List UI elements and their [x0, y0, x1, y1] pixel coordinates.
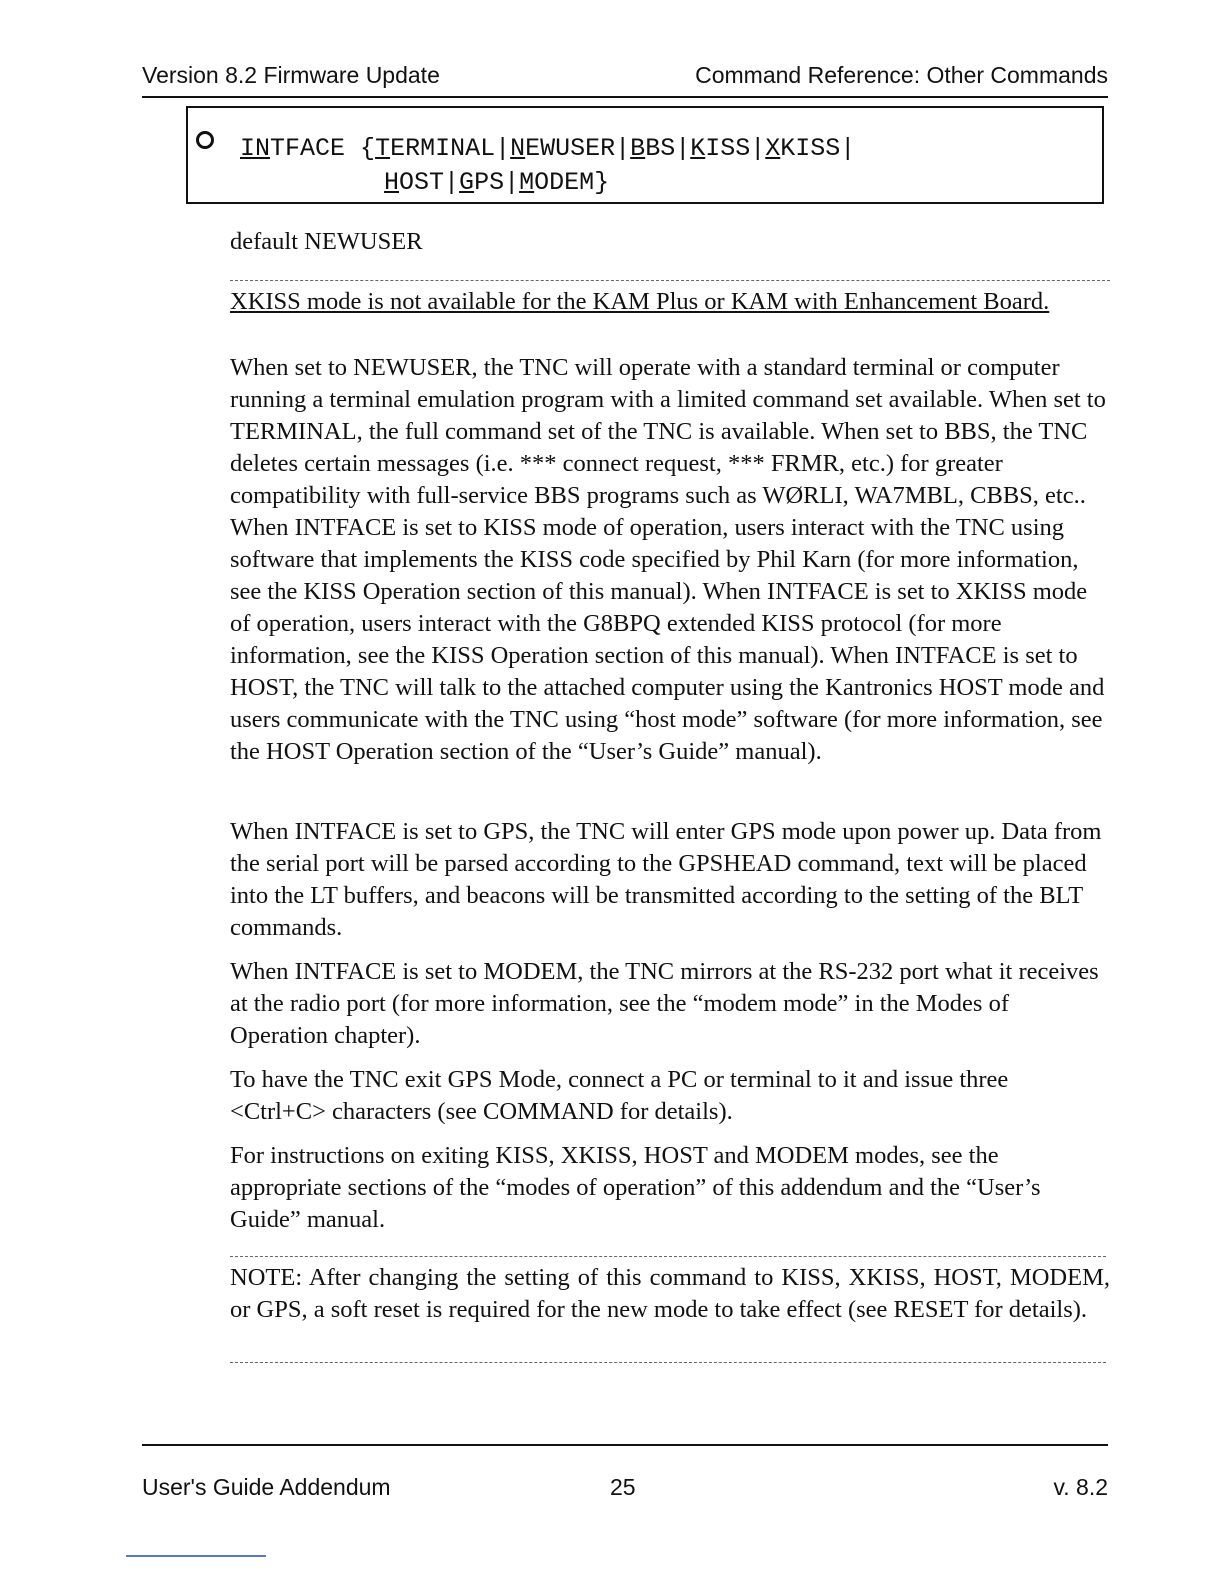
option-modem-shortcut: M — [519, 168, 535, 197]
option-xkiss-shortcut: X — [765, 134, 781, 163]
bullet-circle-icon — [196, 131, 214, 149]
separator: | — [495, 134, 511, 163]
default-value: default NEWUSER — [230, 228, 423, 255]
page-number: 25 — [610, 1474, 636, 1500]
separator: | — [615, 134, 631, 163]
paragraph-exit-gps: To have the TNC exit GPS Mode, connect a PC or terminal to it and issue three <Ctrl+C> characters (see COMMAND for details). — [230, 1066, 1009, 1125]
option-newuser-shortcut: N — [510, 134, 526, 163]
option-host-shortcut: H — [384, 168, 400, 197]
paragraph-modem-mode: When INTFACE is set to MODEM, the TNC mirrors at the RS-232 port what it receives at the radio port (for more information, see the “modem mode” in the Modes of Operation chapter). — [230, 958, 1099, 1049]
paragraph-gps-mode: When INTFACE is set to GPS, the TNC will enter GPS mode upon power up. Data from the serial port will be parsed according to the GPSHEAD command, text will be placed into the LT buffers, and beacons will be transmitted according to the setting of the BLT commands. — [230, 818, 1102, 941]
option-bbs-shortcut: B — [630, 134, 646, 163]
option-newuser-rest: EWUSER — [525, 134, 616, 163]
option-gps-shortcut: G — [459, 168, 475, 197]
option-terminal-shortcut: T — [375, 134, 391, 163]
paragraph-modes-overview: When set to NEWUSER, the TNC will operate with a standard terminal or computer running a terminal emulation program with a limited command set available. When set to TERMINAL, the full command set of the TNC is available. When set to BBS, the TNC deletes certain messages (i.e. *** connect request, *** FRMR, etc.) for greater compatibility with full-service BBS programs such as WØRLI, WA7MBL, CBBS, etc.. When INTFACE is set to KISS mode of operation, users interact with the TNC using software that implements the KISS code specified by Phil Karn (for more information, see the KISS Operation section of this manual). When INTFACE is set to XKISS mode of operation, users interact with the G8BPQ extended KISS protocol (for more information, see the KISS Operation section of this manual). When INTFACE is set to HOST, the TNC will talk to the attached computer using the Kantronics HOST mode and users communicate with the TNC using “host mode” software (for more information, see the HOST Operation section of the “User’s Guide” manual). — [230, 354, 1106, 765]
open-brace: { — [360, 134, 376, 163]
scan-edge-mark — [126, 1555, 266, 1557]
command-syntax-box — [186, 106, 1104, 204]
page-header — [142, 60, 1108, 98]
option-kiss-shortcut: K — [690, 134, 706, 163]
paragraph-exit-other-modes: For instructions on exiting KISS, XKISS, HOST and MODEM modes, see the appropriate sections of the “modes of operation” of this addendum and the “User’s Guide” manual. — [230, 1142, 1041, 1233]
command-syntax-line-1 — [240, 134, 855, 163]
option-xkiss-rest: KISS — [780, 134, 841, 163]
header-title-right: Command Reference: Other Commands — [695, 62, 1108, 88]
cmd-name-shortcut: IN — [240, 134, 271, 163]
footer-version: v. 8.2 — [1053, 1474, 1108, 1500]
separator: | — [444, 168, 460, 197]
reset-note: NOTE: After changing the setting of this command to KISS, XKISS, HOST, MODEM, or GPS, a soft reset is required for the new mode to take effect (see RESET for details). — [230, 1264, 1110, 1323]
separator: | — [840, 134, 856, 163]
close-brace: } — [594, 168, 610, 197]
availability-note-text: XKISS mode is not available for the KAM Plus or KAM with Enhancement Board. — [230, 288, 1050, 315]
option-host-rest: OST — [399, 168, 445, 197]
option-terminal-rest: ERMINAL — [390, 134, 496, 163]
header-title-left: Version 8.2 Firmware Update — [142, 62, 440, 88]
command-syntax-line-2 — [384, 168, 609, 197]
dashed-rule-note-bottom — [230, 1362, 1106, 1363]
option-gps-rest: PS — [474, 168, 505, 197]
separator: | — [750, 134, 766, 163]
dashed-rule-note-top — [230, 1256, 1106, 1257]
page-footer — [142, 1444, 1108, 1506]
cmd-name-rest: TFACE — [270, 134, 346, 163]
option-kiss-rest: ISS — [705, 134, 751, 163]
dashed-rule-top — [230, 280, 1110, 281]
option-bbs-rest: BS — [645, 134, 676, 163]
availability-note — [230, 280, 1110, 318]
separator: | — [675, 134, 691, 163]
footer-doc-title: User's Guide Addendum — [142, 1474, 391, 1500]
separator: | — [504, 168, 520, 197]
option-modem-rest: ODEM — [534, 168, 595, 197]
